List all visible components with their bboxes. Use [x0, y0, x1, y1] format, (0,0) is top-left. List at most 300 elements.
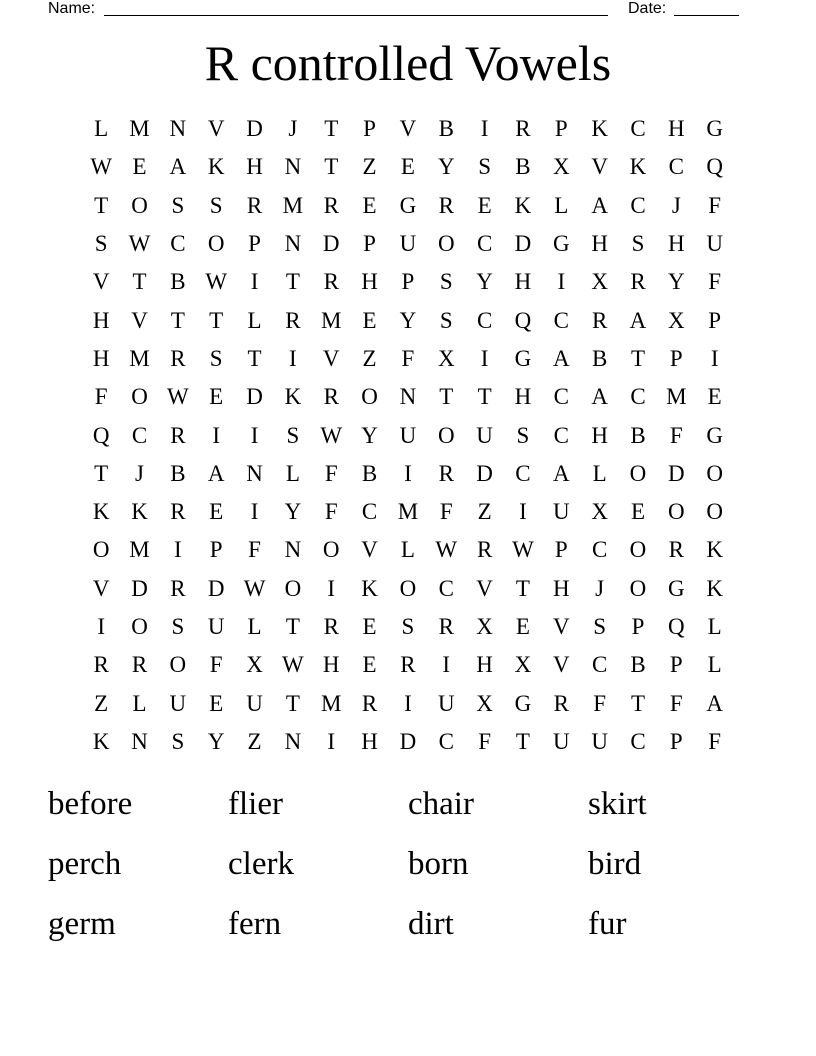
grid-letter[interactable]: H [668, 231, 685, 257]
grid-letter[interactable]: D [246, 116, 263, 142]
grid-letter[interactable]: C [361, 499, 378, 525]
grid-letter[interactable]: U [552, 499, 570, 525]
grid-letter[interactable]: M [282, 192, 304, 218]
grid-letter[interactable]: F [669, 422, 683, 448]
grid-letter[interactable]: R [170, 345, 186, 371]
word-list-item: chair [408, 786, 474, 822]
grid-letter[interactable]: K [131, 499, 148, 525]
grid-letter[interactable]: I [480, 116, 489, 142]
grid-letter[interactable]: O [207, 231, 225, 257]
grid-letter[interactable]: E [707, 384, 722, 410]
grid-letter[interactable]: T [324, 116, 339, 142]
grid-letter[interactable]: E [132, 154, 147, 180]
name-blank-line[interactable] [104, 0, 608, 16]
grid-letter[interactable]: A [591, 192, 608, 218]
grid-row [82, 187, 734, 225]
grid-letter[interactable]: M [321, 690, 342, 716]
grid-letter[interactable]: G [514, 690, 532, 716]
grid-letter[interactable]: D [514, 231, 532, 257]
grid-letter[interactable]: I [174, 537, 182, 563]
grid-letter[interactable]: E [209, 499, 224, 525]
grid-letter[interactable]: Z [362, 154, 377, 180]
grid-letter[interactable]: W [243, 575, 266, 601]
grid-letter[interactable]: W [320, 422, 343, 448]
grid-letter[interactable]: I [250, 499, 259, 525]
grid-letter[interactable]: H [476, 652, 493, 678]
grid-letter[interactable]: L [707, 652, 722, 678]
grid-letter[interactable]: S [478, 154, 491, 180]
grid-letter[interactable]: H [361, 728, 378, 754]
grid-letter[interactable]: F [324, 499, 338, 525]
grid-letter[interactable]: G [552, 231, 570, 257]
grid-letter[interactable]: W [128, 231, 151, 257]
grid-letter[interactable]: T [285, 690, 300, 716]
grid-letter[interactable]: T [285, 269, 300, 295]
grid-letter[interactable]: B [515, 154, 531, 180]
grid-letter[interactable]: V [399, 116, 417, 142]
grid-letter[interactable]: E [515, 614, 530, 639]
grid-letter[interactable]: H [591, 231, 608, 257]
grid-letter[interactable]: G [399, 192, 417, 218]
grid-letter[interactable]: M [397, 499, 419, 525]
grid-letter[interactable]: L [400, 537, 415, 563]
grid-letter[interactable]: S [516, 422, 530, 448]
grid-letter[interactable]: F [708, 192, 722, 218]
grid-letter[interactable]: I [519, 499, 527, 525]
grid-letter[interactable]: P [554, 116, 568, 142]
grid-letter[interactable]: L [247, 307, 262, 333]
grid-letter[interactable]: K [92, 728, 110, 754]
grid-letter[interactable]: S [286, 422, 300, 448]
grid-letter[interactable]: C [438, 728, 454, 754]
grid-letter[interactable]: N [131, 728, 148, 754]
grid-letter[interactable]: Q [668, 614, 685, 639]
grid-letter[interactable]: D [246, 384, 263, 410]
grid-letter[interactable]: G [706, 422, 723, 448]
grid-letter[interactable]: O [437, 231, 455, 257]
grid-letter[interactable]: T [515, 575, 530, 601]
grid-letter[interactable]: W [512, 537, 534, 563]
grid-letter[interactable]: S [631, 231, 645, 257]
grid-letter[interactable]: T [170, 307, 185, 333]
grid-letter[interactable]: X [591, 499, 608, 525]
grid-letter[interactable]: O [131, 192, 148, 218]
grid-letter[interactable]: U [552, 728, 570, 754]
grid-letter[interactable]: F [708, 269, 722, 295]
grid-letter[interactable]: R [553, 690, 569, 716]
grid-letter[interactable]: D [207, 575, 225, 601]
grid-letter[interactable]: M [129, 116, 150, 142]
grid-letter[interactable]: R [323, 192, 339, 218]
grid-letter[interactable]: O [706, 499, 723, 525]
grid-letter[interactable]: S [439, 269, 453, 295]
grid-letter[interactable]: R [131, 652, 148, 678]
grid-letter[interactable]: F [439, 499, 453, 525]
grid-letter[interactable]: X [668, 307, 685, 333]
grid-letter[interactable]: K [361, 575, 378, 601]
grid-letter[interactable]: Z [94, 690, 109, 716]
grid-letter[interactable]: B [361, 460, 378, 486]
grid-letter[interactable]: H [514, 384, 532, 410]
grid-letter[interactable]: C [170, 231, 186, 257]
grid-letter[interactable]: E [362, 192, 377, 218]
grid-letter[interactable]: R [438, 460, 454, 486]
grid-letter[interactable]: E [362, 614, 377, 639]
grid-letter[interactable]: B [170, 460, 186, 486]
grid-letter[interactable]: A [169, 154, 187, 180]
grid-letter[interactable]: C [630, 116, 646, 142]
grid-letter[interactable]: T [285, 614, 300, 639]
grid-letter[interactable]: I [250, 422, 259, 448]
grid-letter[interactable]: L [554, 192, 569, 218]
grid-letter[interactable]: C [553, 307, 569, 333]
grid-letter[interactable]: J [595, 575, 605, 601]
grid-letter[interactable]: C [630, 384, 646, 410]
grid-letter[interactable]: Y [361, 422, 378, 448]
grid-letter[interactable]: L [707, 614, 722, 639]
grid-letter[interactable]: P [554, 537, 568, 563]
grid-letter[interactable]: E [209, 384, 224, 410]
grid-letter[interactable]: N [169, 116, 187, 142]
grid-letter[interactable]: E [477, 192, 492, 218]
grid-letter[interactable]: C [476, 231, 493, 257]
grid-letter[interactable]: V [92, 575, 110, 601]
grid-letter[interactable]: E [209, 690, 224, 716]
grid-letter[interactable]: S [401, 614, 415, 639]
grid-letter[interactable]: V [322, 345, 340, 371]
grid-letter[interactable]: U [476, 422, 493, 448]
grid-letter[interactable]: M [321, 307, 342, 333]
grid-letter[interactable]: E [630, 499, 646, 525]
grid-letter[interactable]: Z [477, 499, 492, 525]
grid-letter[interactable]: I [710, 345, 719, 371]
grid-letter[interactable]: Y [399, 307, 417, 333]
grid-letter[interactable]: F [401, 345, 415, 371]
grid-letter[interactable]: E [362, 307, 377, 333]
grid-letter[interactable]: T [324, 154, 339, 180]
grid-letter[interactable]: M [666, 384, 687, 410]
grid-letter[interactable]: V [361, 537, 378, 563]
grid-letter[interactable]: O [668, 499, 685, 525]
grid-letter[interactable]: X [437, 345, 455, 371]
grid-letter[interactable]: X [246, 652, 263, 678]
grid-letter[interactable]: R [285, 307, 301, 333]
grid-letter[interactable]: K [284, 384, 302, 410]
grid-letter[interactable]: Y [284, 499, 302, 525]
grid-letter[interactable]: C [553, 384, 569, 410]
grid-letter[interactable]: V [131, 307, 148, 333]
grid-letter[interactable]: P [669, 345, 683, 371]
grid-letter[interactable]: A [706, 690, 723, 716]
grid-letter[interactable]: A [552, 345, 570, 371]
grid-letter[interactable]: K [629, 154, 647, 180]
grid-letter[interactable]: K [706, 537, 723, 563]
grid-letter[interactable]: J [671, 192, 681, 218]
grid-letter[interactable]: U [169, 690, 187, 716]
grid-letter[interactable]: O [131, 614, 148, 639]
grid-letter[interactable]: R [323, 614, 339, 639]
grid-letter[interactable]: W [205, 269, 228, 295]
grid-row [82, 378, 734, 416]
grid-letter[interactable]: H [92, 307, 110, 333]
grid-letter[interactable]: A [552, 460, 570, 486]
grid-letter[interactable]: V [591, 154, 608, 180]
grid-letter[interactable]: D [399, 728, 417, 754]
grid-letter[interactable]: U [437, 690, 455, 716]
grid-letter[interactable]: T [247, 345, 262, 371]
grid-letter[interactable]: R [170, 499, 186, 525]
grid-letter[interactable]: R [170, 575, 186, 601]
grid-letter[interactable]: T [132, 269, 147, 295]
grid-letter[interactable]: W [435, 537, 458, 563]
grid-letter[interactable]: C [553, 422, 569, 448]
grid-letter[interactable]: R [476, 537, 493, 563]
grid-letter[interactable]: F [94, 384, 108, 410]
grid-letter[interactable]: S [171, 614, 185, 639]
grid-letter[interactable]: U [706, 231, 723, 257]
grid-letter[interactable]: I [404, 690, 412, 716]
grid-letter[interactable]: S [439, 307, 453, 333]
grid-letter[interactable]: O [131, 384, 148, 410]
date-blank-line[interactable] [674, 0, 739, 16]
grid-letter[interactable]: F [248, 537, 261, 563]
grid-letter[interactable]: F [708, 728, 722, 754]
grid-letter[interactable]: O [629, 537, 647, 563]
grid-letter[interactable]: F [209, 652, 223, 678]
grid-letter[interactable]: Y [476, 269, 493, 295]
grid-letter[interactable]: L [94, 116, 109, 142]
grid-letter[interactable]: B [630, 652, 646, 678]
grid-letter[interactable]: Y [207, 728, 225, 754]
grid-row [82, 531, 734, 569]
grid-letter[interactable]: V [207, 116, 225, 142]
grid-letter[interactable]: G [668, 575, 685, 601]
grid-letter[interactable]: I [557, 269, 566, 295]
grid-letter[interactable]: W [167, 384, 189, 410]
grid-letter[interactable]: M [129, 537, 150, 563]
grid-letter[interactable]: N [284, 154, 302, 180]
grid-letter[interactable]: J [135, 460, 144, 486]
grid-letter[interactable]: E [400, 154, 415, 180]
grid-letter[interactable]: T [439, 384, 454, 410]
grid-letter[interactable]: B [170, 269, 186, 295]
grid-letter[interactable]: P [363, 116, 376, 142]
grid-letter[interactable]: C [630, 728, 646, 754]
grid-letter[interactable]: I [212, 422, 221, 448]
grid-letter[interactable]: T [515, 728, 530, 754]
grid-letter[interactable]: C [438, 575, 454, 601]
grid-letter[interactable]: J [288, 116, 298, 142]
word-list-item: before [48, 786, 133, 822]
grid-letter[interactable]: T [209, 307, 224, 333]
grid-letter[interactable]: D [668, 460, 685, 486]
grid-letter[interactable]: F [324, 460, 338, 486]
grid-letter[interactable]: P [708, 307, 722, 333]
grid-letter[interactable]: F [478, 728, 491, 754]
grid-letter[interactable]: Y [437, 154, 455, 180]
grid-letter[interactable]: L [285, 460, 300, 486]
grid-letter[interactable]: S [171, 192, 185, 218]
grid-letter[interactable]: C [515, 460, 531, 486]
grid-letter[interactable]: Q [92, 422, 110, 448]
grid-letter[interactable]: O [629, 460, 647, 486]
grid-letter[interactable]: L [592, 460, 607, 486]
grid-letter[interactable]: I [97, 614, 105, 639]
grid-letter[interactable]: U [246, 690, 263, 716]
grid-letter[interactable]: H [361, 269, 378, 295]
grid-letter[interactable]: C [591, 537, 608, 563]
grid-letter[interactable]: W [282, 652, 304, 678]
grid-letter[interactable]: C [668, 154, 684, 180]
grid-letter[interactable]: S [593, 614, 607, 639]
grid-letter[interactable]: R [438, 192, 454, 218]
grid-letter[interactable]: O [361, 384, 378, 410]
grid-letter[interactable]: K [706, 575, 723, 601]
grid-letter[interactable]: H [668, 116, 685, 142]
grid-letter[interactable]: T [94, 192, 109, 218]
grid-letter[interactable]: R [93, 652, 109, 678]
page-title: R controlled Vowels [204, 35, 612, 91]
grid-letter[interactable]: X [591, 269, 608, 295]
grid-letter[interactable]: S [171, 728, 185, 754]
grid-letter[interactable]: V [552, 652, 570, 678]
grid-letter[interactable]: N [284, 231, 302, 257]
grid-letter[interactable]: I [250, 269, 259, 295]
grid-letter[interactable]: U [399, 422, 417, 448]
grid-letter[interactable]: N [246, 460, 263, 486]
grid-letter[interactable]: U [207, 614, 225, 639]
grid-letter[interactable]: W [90, 154, 113, 180]
grid-letter[interactable]: P [363, 231, 376, 257]
grid-letter[interactable]: I [327, 575, 336, 601]
grid-letter[interactable]: F [669, 690, 683, 716]
grid-letter[interactable]: L [132, 690, 147, 716]
grid-letter[interactable]: R [400, 652, 416, 678]
grid-letter[interactable]: P [631, 614, 645, 639]
word-list-item: skirt [588, 786, 647, 822]
grid-letter[interactable]: R [668, 537, 684, 563]
grid-letter[interactable]: T [94, 460, 109, 486]
grid-letter[interactable]: S [94, 231, 108, 257]
grid-letter[interactable]: P [669, 652, 683, 678]
grid-letter[interactable]: V [552, 614, 570, 639]
grid-row [82, 684, 734, 722]
grid-letter[interactable]: G [706, 116, 723, 142]
grid-letter[interactable]: C [131, 422, 148, 448]
grid-letter[interactable]: R [438, 614, 454, 639]
grid-letter[interactable]: O [706, 460, 723, 486]
grid-letter[interactable]: P [248, 231, 261, 257]
grid-letter[interactable]: X [476, 690, 493, 716]
word-list-item: flier [228, 786, 283, 822]
grid-letter[interactable]: V [476, 575, 493, 601]
grid-letter[interactable]: U [399, 231, 417, 257]
grid-letter[interactable]: A [629, 307, 647, 333]
grid-letter[interactable]: P [209, 537, 223, 563]
grid-letter[interactable]: N [284, 728, 302, 754]
grid-letter[interactable]: Z [362, 345, 377, 371]
grid-letter[interactable]: G [514, 345, 532, 371]
grid-letter[interactable]: D [322, 231, 340, 257]
grid-letter[interactable]: E [362, 652, 377, 678]
grid-letter[interactable]: K [207, 154, 225, 180]
grid-letter[interactable]: C [630, 192, 646, 218]
grid-letter[interactable]: D [131, 575, 148, 601]
grid-letter[interactable]: L [247, 614, 262, 639]
grid-letter[interactable]: R [323, 269, 339, 295]
grid-letter[interactable]: N [399, 384, 417, 410]
grid-letter[interactable]: I [327, 728, 336, 754]
grid-letter[interactable]: K [92, 499, 110, 525]
grid-letter[interactable]: P [401, 269, 415, 295]
grid-letter[interactable]: R [323, 384, 339, 410]
grid-letter[interactable]: B [438, 116, 454, 142]
grid-letter[interactable]: H [322, 652, 340, 678]
grid-letter[interactable]: O [92, 537, 110, 563]
grid-letter[interactable]: B [630, 422, 646, 448]
grid-letter[interactable]: F [593, 690, 607, 716]
grid-letter[interactable]: U [591, 728, 608, 754]
grid-letter[interactable]: H [514, 269, 532, 295]
grid-letter[interactable]: V [92, 269, 110, 295]
grid-letter[interactable]: Z [247, 728, 262, 754]
grid-letter[interactable]: Y [668, 269, 685, 295]
grid-letter[interactable]: M [129, 345, 150, 371]
grid-letter[interactable]: T [630, 345, 646, 371]
grid-letter[interactable]: A [591, 384, 608, 410]
grid-letter[interactable]: P [669, 728, 683, 754]
grid-letter[interactable]: T [477, 384, 492, 410]
grid-letter[interactable]: H [246, 154, 263, 180]
grid-letter[interactable]: R [246, 192, 263, 218]
grid-letter[interactable]: R [515, 116, 531, 142]
grid-letter[interactable]: I [289, 345, 297, 371]
grid-letter[interactable]: R [591, 307, 608, 333]
grid-letter[interactable]: S [209, 192, 223, 218]
grid-letter[interactable]: H [552, 575, 570, 601]
grid-letter[interactable]: B [591, 345, 608, 371]
grid-letter[interactable]: O [437, 422, 455, 448]
grid-letter[interactable]: I [442, 652, 451, 678]
grid-letter[interactable]: T [630, 690, 646, 716]
grid-letter[interactable]: C [476, 307, 493, 333]
grid-letter[interactable]: S [209, 345, 223, 371]
grid-letter[interactable]: O [399, 575, 417, 601]
grid-letter[interactable]: I [480, 345, 489, 371]
grid-letter[interactable]: Q [514, 307, 532, 333]
grid-letter[interactable]: Q [706, 154, 723, 180]
grid-letter[interactable]: H [591, 422, 608, 448]
grid-letter[interactable]: O [284, 575, 302, 601]
grid-letter[interactable]: X [514, 652, 532, 678]
grid-letter[interactable]: O [629, 575, 647, 601]
grid-letter[interactable]: D [476, 460, 493, 486]
grid-letter[interactable]: R [170, 422, 186, 448]
grid-letter[interactable]: A [207, 460, 225, 486]
grid-letter[interactable]: K [514, 192, 532, 218]
grid-letter[interactable]: X [476, 614, 493, 639]
grid-letter[interactable]: R [630, 269, 646, 295]
grid-letter[interactable]: I [404, 460, 412, 486]
grid-letter[interactable]: H [92, 345, 110, 371]
grid-letter[interactable]: X [552, 154, 570, 180]
grid-letter[interactable]: R [361, 690, 378, 716]
grid-letter[interactable]: O [322, 537, 340, 563]
grid-letter[interactable]: K [591, 116, 608, 142]
grid-letter[interactable]: N [284, 537, 302, 563]
grid-letter[interactable]: C [591, 652, 608, 678]
grid-letter[interactable]: O [169, 652, 187, 678]
